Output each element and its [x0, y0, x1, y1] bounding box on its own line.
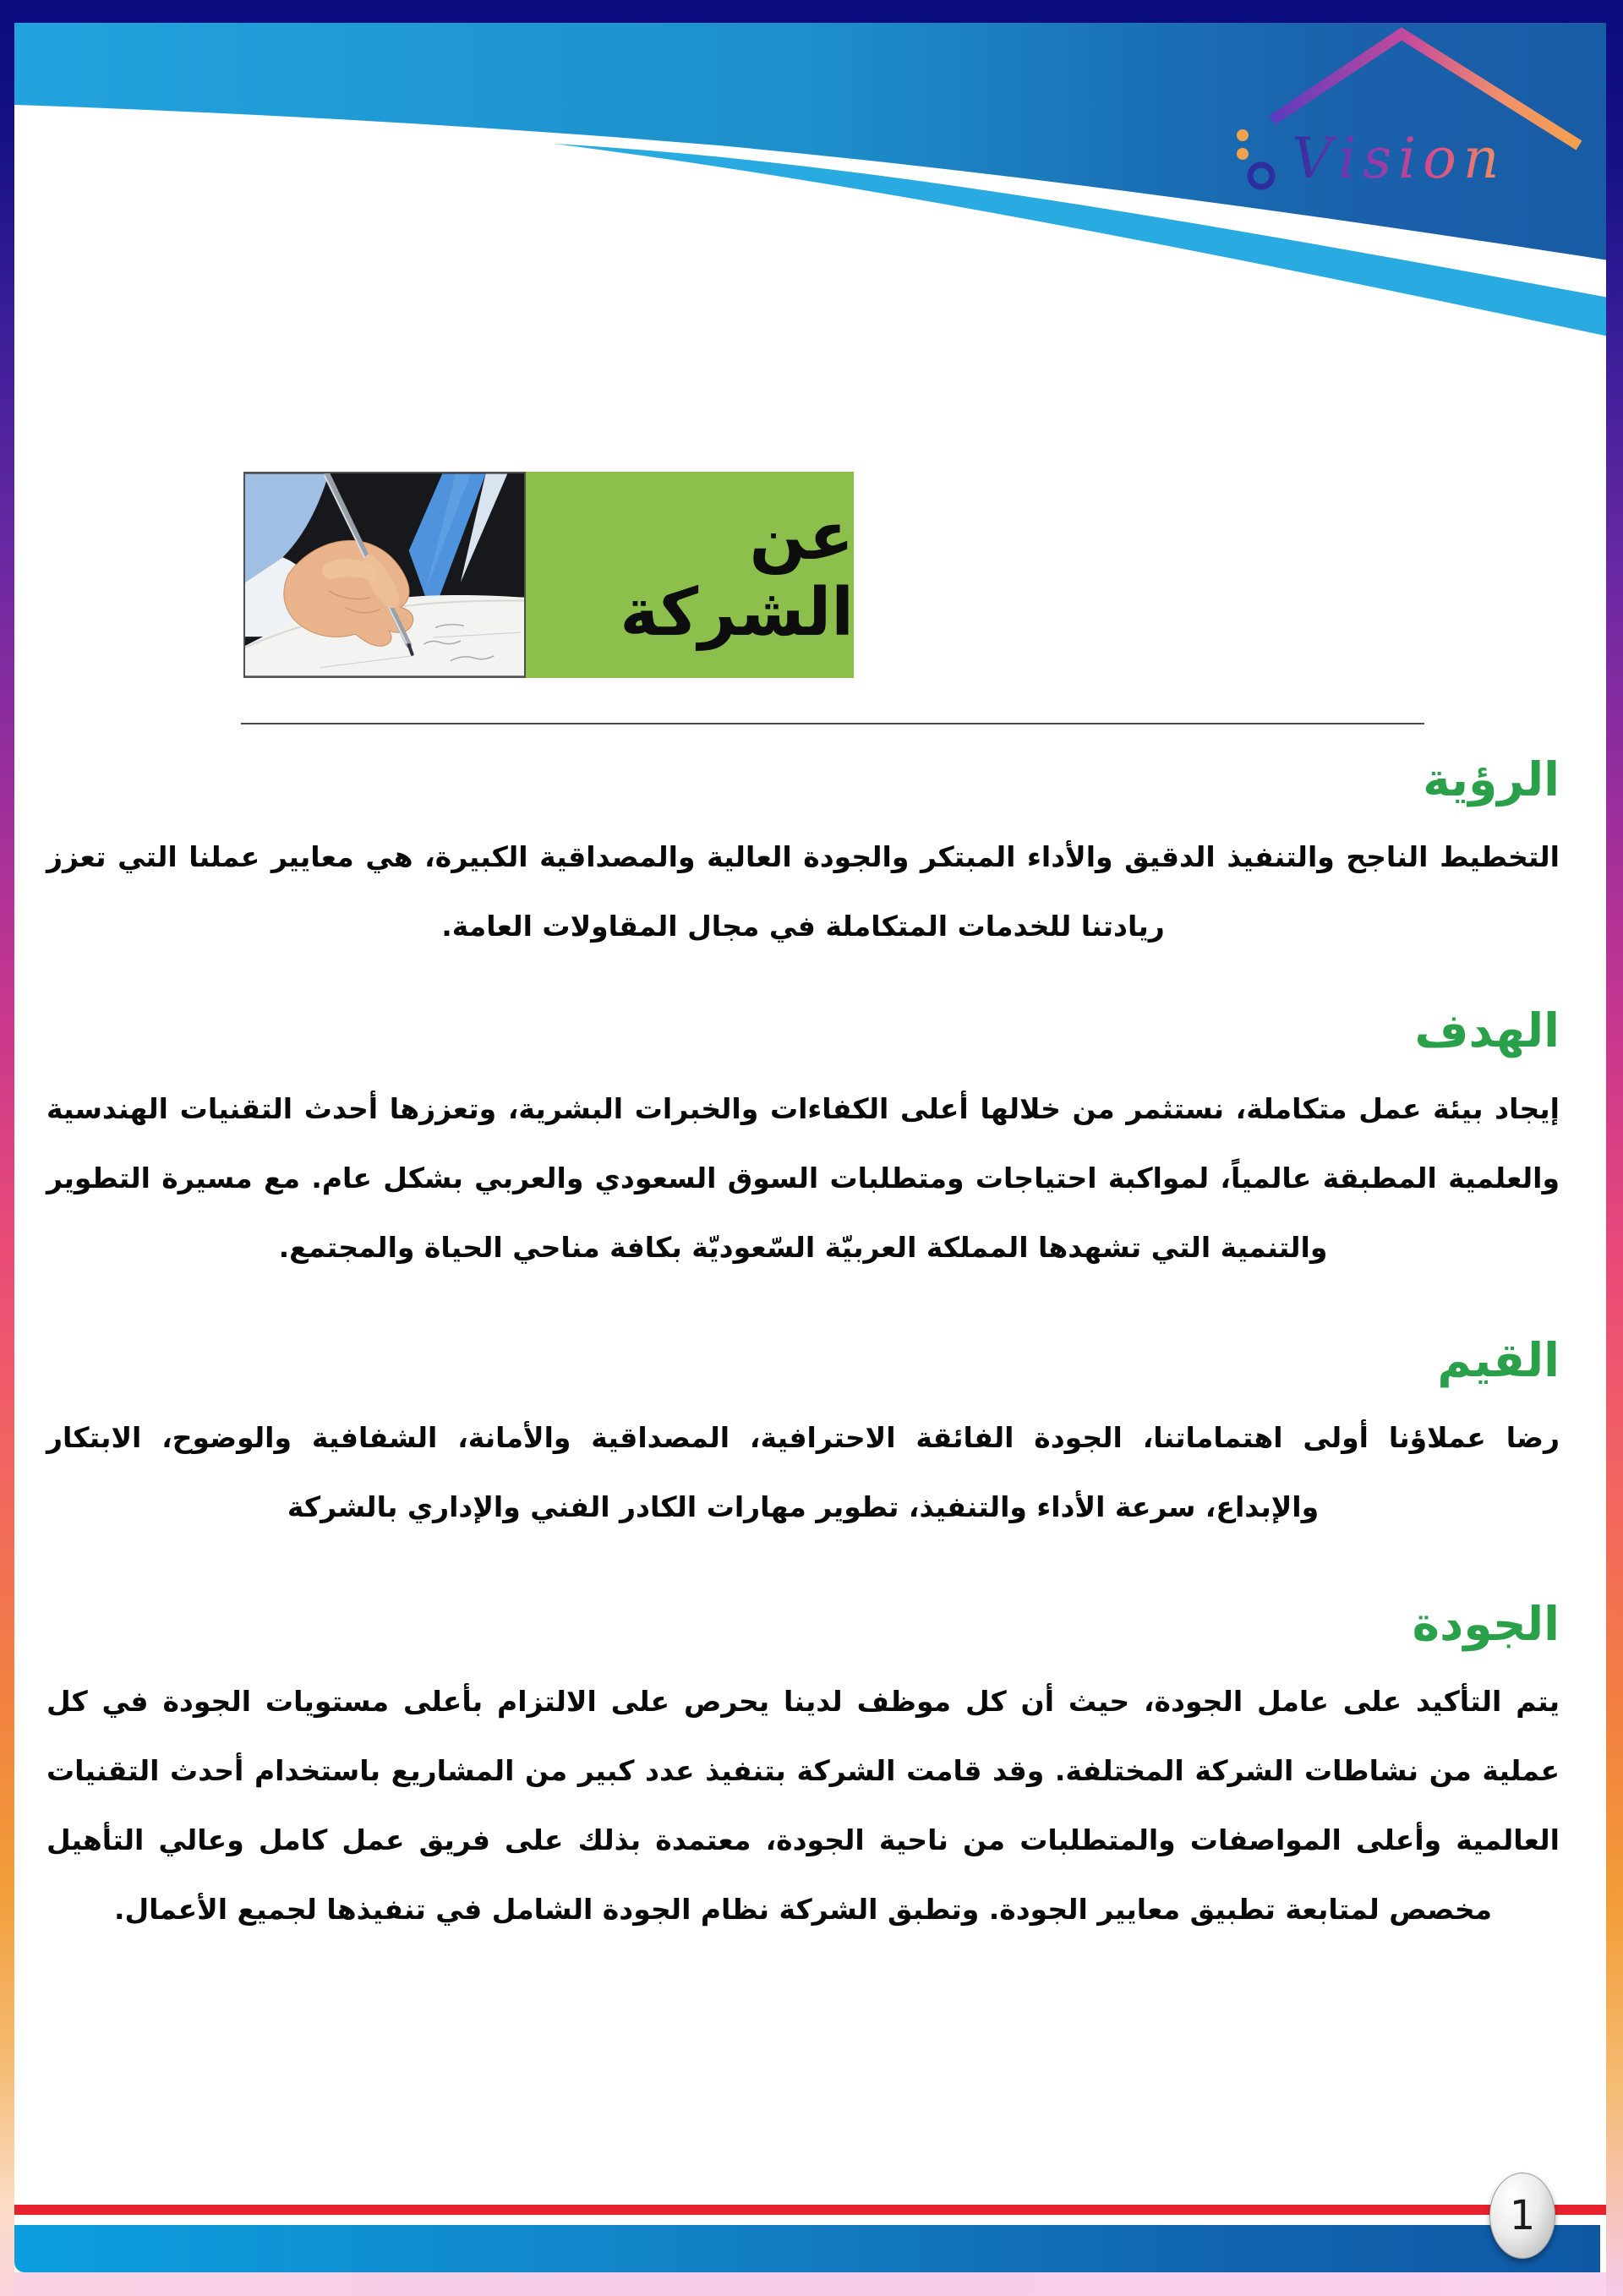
page-border-bottom	[0, 2272, 1623, 2296]
section-body-vision: التخطيط الناجح والتنفيذ الدقيق والأداء المبتكر والجودة العالية والمصداقية الكبيرة، هي معايير عملنا التي تعزز ريادتنا للخدمات المتكاملة في مجال المقاولات العامة.	[46, 840, 1560, 943]
page-border-left	[0, 0, 14, 2296]
footer-red-stripe	[14, 2205, 1609, 2215]
section-heading-goal: الهدف	[1414, 1003, 1560, 1058]
writing-hand-photo	[243, 472, 526, 678]
page-title-banner	[243, 472, 854, 678]
section-body-goal: إيجاد بيئة عمل متكاملة، نستثمر من خلالها أعلى الكفاءات والخبرات البشرية، وتعززها أحدث التقنيات الهندسية والعلمية المطبقة عالمياً، لمواكبة احتياجات ومتطلبات السوق السعودي والعربي بشكل عام. مع مسيرة التطوير والتنمية التي تشهدها المملكة العربيّة السّعوديّة بكافة مناحي الحياة والمجتمع.	[46, 1091, 1560, 1264]
section-heading-vision: الرؤية	[1423, 752, 1560, 806]
logo-dot-icon	[1237, 129, 1249, 141]
page-border-right	[1606, 0, 1623, 2296]
section-body-values: رضا عملاؤنا أولى اهتماماتنا، الجودة الفائقة الاحترافية، المصداقية والأمانة، الشفافية والوضوح، الابتكار والإبداع، سرعة الأداء والتنفيذ، تطوير مهارات الكادر الفني والإداري بالشركة	[46, 1420, 1560, 1523]
footer-blue-band	[14, 2225, 1600, 2272]
logo-dot-icon	[1237, 148, 1249, 160]
page-number: 1	[1509, 2192, 1536, 2239]
top-navy-bar	[0, 0, 1623, 23]
page-title: عن الشركة	[620, 499, 854, 651]
header-divider-line	[241, 723, 1424, 724]
section-heading-values: القيم	[1437, 1332, 1560, 1387]
section-body-quality: يتم التأكيد على عامل الجودة، حيث أن كل موظف لدينا يحرص على الالتزام بأعلى مستويات الجودة في كل عملية من نشاطات الشركة المختلفة. وقد قامت الشركة بتنفيذ عدد كبير من المشاريع باستخدام أحدث التقنيات العالمية وأعلى المواصفات والمتطلبات من ناحية الجودة، معتمدة بذلك على فريق عمل كامل وعالي التأهيل مخصص لمتابعة تطبيق معايير الجودة. وتطبق الشركة نظام الجودة الشامل في تنفيذها لجميع الأعمال.	[46, 1685, 1560, 1926]
banner-title-box	[526, 472, 854, 678]
main-content	[0, 727, 1623, 1944]
header-banner	[0, 0, 1623, 364]
page-number-badge	[1489, 2173, 1555, 2259]
section-heading-quality: الجودة	[1412, 1596, 1560, 1651]
logo-brand-en: Vision	[1292, 126, 1506, 191]
